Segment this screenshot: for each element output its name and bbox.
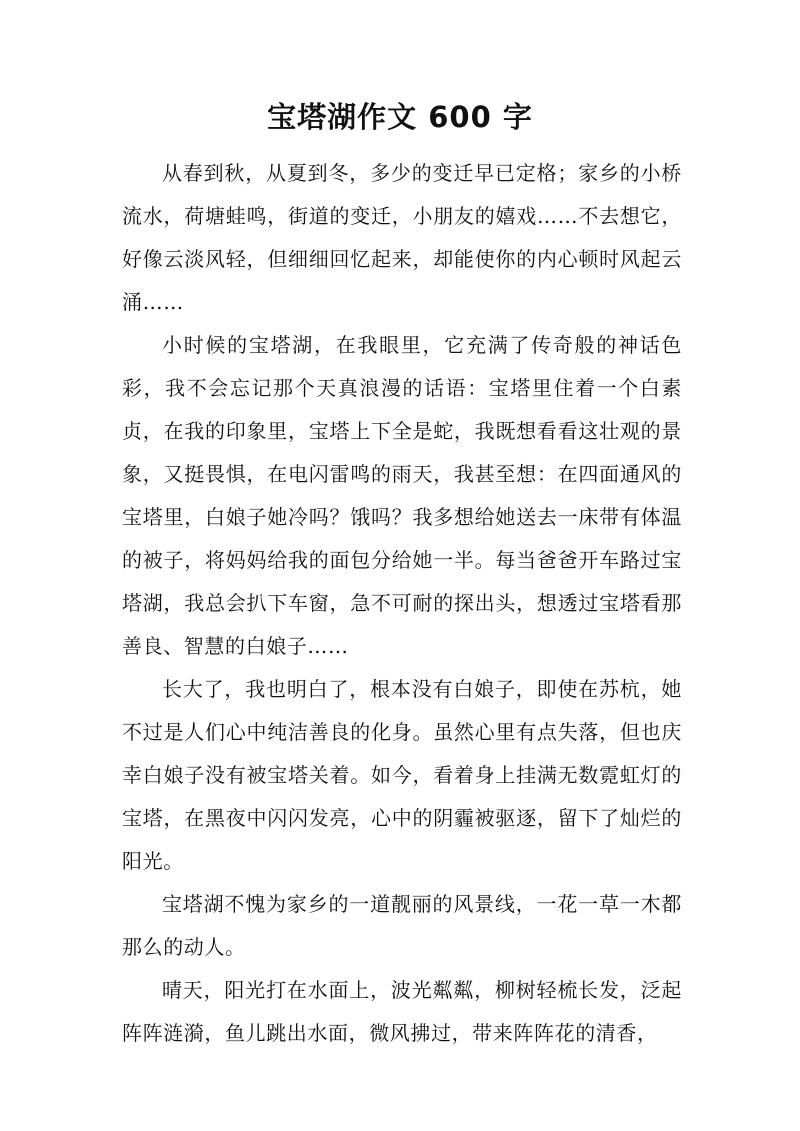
paragraph-3: 长大了，我也明白了，根本没有白娘子，即使在苏杭，她不过是人们心中纯洁善良的化身。虽然心里有点失落，但也庆幸白娘子没有被宝塔关着。如今，看着身上挂满无数霓虹灯的宝塔，在黑夜中闪闪发亮，心中的阴霾被驱逐，留下了灿烂的阳光。 [122, 677, 682, 873]
document-title: 宝塔湖作文 600 字 [267, 100, 533, 134]
document-body [122, 152, 682, 1055]
paragraph-2: 小时候的宝塔湖，在我眼里，它充满了传奇般的神话色彩，我不会忘记那个天真浪漫的话语：宝塔里住着一个白素贞，在我的印象里，宝塔上下全是蛇，我既想看看这壮观的景象，又挺畏惧，在电闪雷鸣的雨天，我甚至想：在四面通风的宝塔里，白娘子她冷吗？饿吗？我多想给她送去一床带有体温的被子，将妈妈给我的面包分给她一半。每当爸爸开车路过宝塔湖，我总会扒下车窗，急不可耐的探出头，想透过宝塔看那善良、智慧的白娘子…… [122, 333, 682, 658]
paragraph-1: 从春到秋，从夏到冬，多少的变迁早已定格；家乡的小桥流水，荷塘蛙鸣，街道的变迁，小朋友的嬉戏……不去想它，好像云淡风轻，但细细回忆起来，却能使你的内心顿时风起云涌…… [122, 161, 682, 314]
paragraph-5: 晴天，阳光打在水面上，波光粼粼，柳树轻梳长发，泛起阵阵涟漪，鱼儿跳出水面，微风拂过，带来阵阵花的清香， [122, 978, 682, 1045]
paragraph-4: 宝塔湖不愧为家乡的一道靓丽的风景线，一花一草一木都那么的动人。 [122, 892, 682, 959]
